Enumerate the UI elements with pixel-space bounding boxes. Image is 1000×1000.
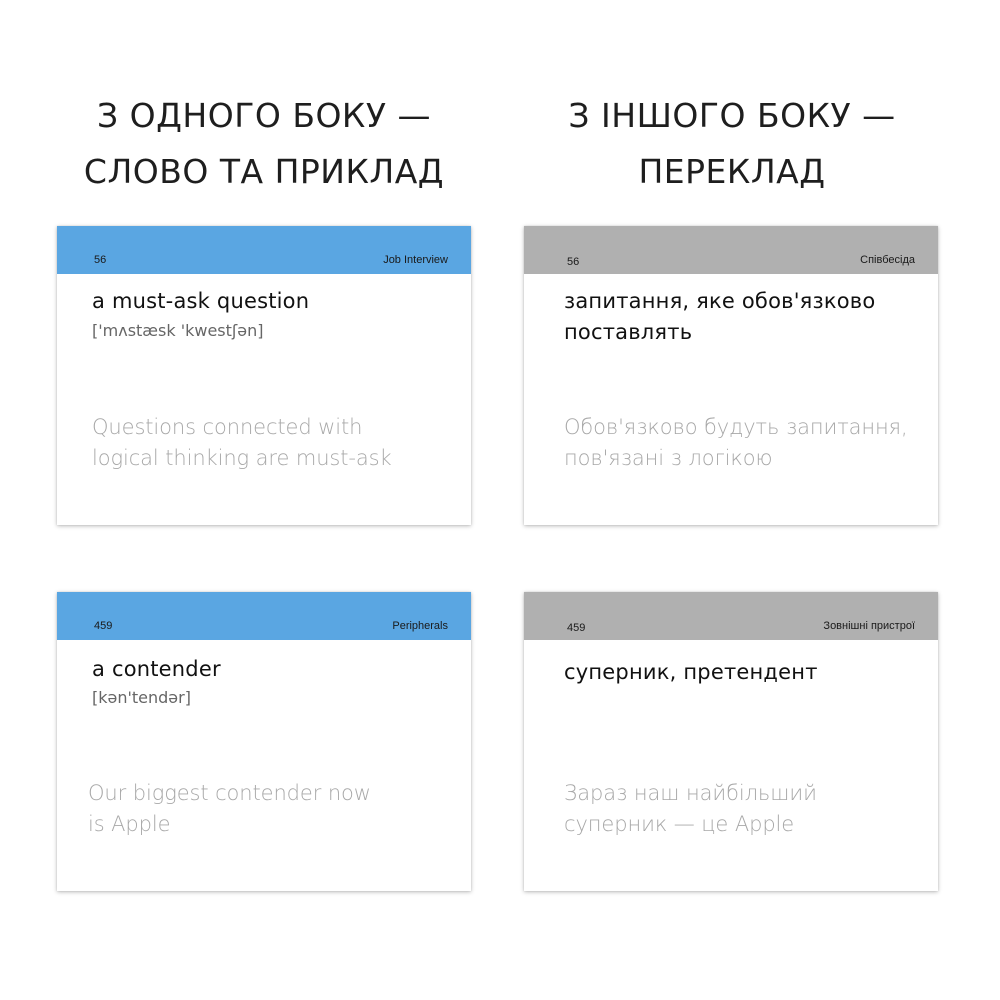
flashcard-front-must-ask-question[interactable] xyxy=(57,226,471,525)
back-side-heading xyxy=(532,88,932,200)
card-translation xyxy=(564,286,924,348)
card-example-line1: Our biggest contender now xyxy=(88,781,371,805)
card-number: 56 xyxy=(567,256,580,268)
card-example xyxy=(564,778,936,840)
card-example xyxy=(92,412,467,474)
card-translation-line2: поставлять xyxy=(564,320,693,344)
card-example-line1: Обов'язково будуть запитання, xyxy=(564,415,908,439)
front-side-heading-line2: СЛОВО ТА ПРИКЛАД xyxy=(83,152,445,191)
card-number: 56 xyxy=(94,254,107,266)
front-side-heading-line1: З ОДНОГО БОКУ — xyxy=(97,96,431,135)
card-number: 459 xyxy=(94,620,113,632)
card-word: a contender xyxy=(92,657,221,681)
card-number: 459 xyxy=(567,622,586,634)
card-phonetic: ['mʌstæsk 'kwestʃən] xyxy=(92,321,264,340)
card-example-line2: пов'язані з логікою xyxy=(564,446,773,470)
card-translation: суперник, претендент xyxy=(564,660,818,684)
card-example-line2: logical thinking are must-ask xyxy=(92,446,392,470)
card-translation-line1: запитання, яке обов'язково xyxy=(564,289,876,313)
card-example-line1: Questions connected with xyxy=(92,415,363,439)
front-side-heading xyxy=(64,88,464,200)
back-side-heading-line2: ПЕРЕКЛАД xyxy=(638,152,826,191)
card-header xyxy=(524,592,938,640)
card-example-line2: is Apple xyxy=(88,812,171,836)
card-word: a must-ask question xyxy=(92,289,310,313)
card-header xyxy=(57,592,471,640)
card-example xyxy=(88,778,463,840)
flashcard-front-contender[interactable] xyxy=(57,592,471,891)
card-header xyxy=(524,226,938,274)
card-topic: Peripherals xyxy=(392,620,448,632)
flashcard-back-must-ask-question[interactable] xyxy=(524,226,938,525)
card-phonetic: [kən'tendər] xyxy=(92,688,191,707)
card-example-line2: суперник — це Apple xyxy=(564,812,795,836)
back-side-heading-line1: З ІНШОГО БОКУ — xyxy=(568,96,896,135)
card-topic: Зовнішні пристрої xyxy=(823,620,915,632)
card-example-line1: Зараз наш найбільший xyxy=(564,781,817,805)
card-example xyxy=(564,412,936,474)
card-topic: Job Interview xyxy=(383,254,448,266)
flashcard-back-contender[interactable] xyxy=(524,592,938,891)
card-topic: Співбесіда xyxy=(860,254,915,266)
card-header xyxy=(57,226,471,274)
